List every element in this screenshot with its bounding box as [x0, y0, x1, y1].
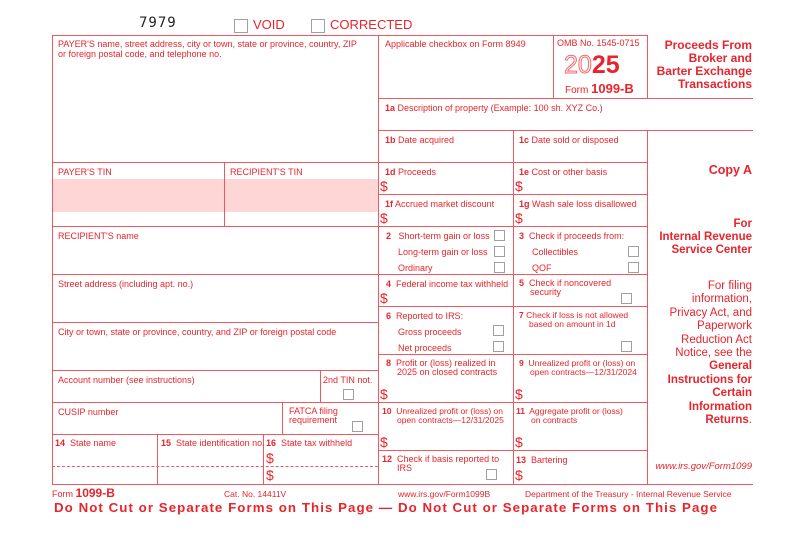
second-tin-label: 2nd TIN not.	[323, 375, 373, 385]
box6-label: 6 Reported to IRS:	[386, 311, 464, 321]
box12-label: 12 Check if basis reported to IRS	[382, 454, 500, 473]
footer-url-link[interactable]: www.irs.gov/Form1099B	[398, 489, 491, 499]
copy-a-label: Copy A	[708, 163, 752, 177]
tax-year: 2025	[564, 51, 620, 79]
box2-long-checkbox[interactable]	[494, 246, 505, 257]
box13-label: 13 Bartering	[516, 455, 568, 465]
box10-label: 10 Unrealized profit or (loss) on open contracts—12/31/2025	[382, 406, 504, 425]
corrected-checkbox[interactable]	[311, 19, 325, 33]
box10-dollar: $	[380, 434, 388, 450]
box16-dollar-2: $	[266, 467, 274, 483]
box1a-label: 1a Description of property (Example: 100 sh. XYZ Co.)	[385, 103, 603, 113]
box12-checkbox[interactable]	[486, 469, 497, 480]
box16-label: 16 State tax withheld	[266, 438, 353, 448]
box1e-dollar: $	[515, 178, 523, 194]
box4-dollar: $	[380, 290, 388, 306]
corrected-label: CORRECTED	[330, 17, 413, 32]
department-label: Department of the Treasury - Internal Revenue Service	[525, 489, 732, 499]
payer-name-label: PAYER'S name, street address, city or town, state or province, country, ZIP or foreign postal code, and telephone no.	[58, 39, 357, 59]
box1d-dollar: $	[380, 178, 388, 194]
payer-tin-label: PAYER'S TIN	[58, 167, 112, 177]
box15-label: 15 State identification no.	[161, 438, 265, 448]
filing-info-notice: For filing information, Privacy Act, and Paperwork Reduction Act Notice, see the General Instructions for Certain Information Returns.	[667, 280, 752, 427]
box4-label: 4 Federal income tax withheld	[386, 279, 509, 289]
street-address-label: Street address (including apt. no.)	[58, 279, 194, 289]
applicable-checkbox-label: Applicable checkbox on Form 8949	[385, 39, 526, 49]
box2-ordinary-checkbox[interactable]	[494, 262, 505, 273]
box6-net-label: Net proceeds	[398, 343, 452, 353]
box1g-dollar: $	[515, 210, 523, 226]
box13-dollar: $	[515, 467, 523, 483]
recipient-name-label: RECIPIENT'S name	[58, 231, 139, 241]
box9-dollar: $	[515, 386, 523, 402]
box2-short-checkbox[interactable]	[494, 230, 505, 241]
box8-dollar: $	[380, 386, 388, 402]
box1f-dollar: $	[380, 210, 388, 226]
box9-label: 9 Unrealized profit or (loss) on open contracts—12/31/2024	[519, 358, 637, 377]
box11-label: 11 Aggregate profit or (loss) on contracts	[516, 406, 623, 425]
second-tin-checkbox[interactable]	[343, 389, 354, 400]
account-number-label: Account number (see instructions)	[58, 375, 195, 385]
box1b-label: 1b Date acquired	[385, 135, 455, 145]
box6-net-checkbox[interactable]	[493, 341, 504, 352]
cusip-label: CUSIP number	[58, 407, 119, 417]
box7-checkbox[interactable]	[621, 341, 632, 352]
box5-checkbox[interactable]	[621, 293, 632, 304]
box14-label: 14 State name	[55, 438, 117, 448]
void-checkbox[interactable]	[234, 19, 248, 33]
box1g-label: 1g Wash sale loss disallowed	[519, 199, 637, 209]
sidebar-url-link[interactable]: www.irs.gov/Form1099	[655, 461, 752, 472]
box1e-label: 1e Cost or other basis	[519, 167, 608, 177]
recipient-tin-field[interactable]	[225, 179, 378, 212]
box2-ordinary-label: Ordinary	[398, 263, 433, 273]
box11-dollar: $	[515, 434, 523, 450]
payer-tin-field[interactable]	[53, 179, 224, 212]
box1d-label: 1d Proceeds	[385, 167, 437, 177]
box6-gross-checkbox[interactable]	[493, 325, 504, 336]
cat-number: Cat. No. 14411V	[224, 489, 287, 499]
box16-dollar-1: $	[266, 450, 274, 466]
box3-collectibles-label: Collectibles	[532, 247, 579, 257]
do-not-cut-warning: Do Not Cut or Separate Forms on This Page — Do Not Cut or Separate Forms on This Page	[54, 500, 719, 515]
box2-long-label: Long-term gain or loss	[398, 247, 488, 257]
form-number-top: Form 1099-B	[565, 81, 634, 96]
box8-label: 8 Profit or (loss) realized in 2025 on closed contracts	[386, 358, 498, 377]
void-label: VOID	[253, 17, 285, 32]
box6-gross-label: Gross proceeds	[398, 327, 462, 337]
omb-number: OMB No. 1545-0715	[557, 38, 640, 48]
fatca-checkbox[interactable]	[352, 421, 363, 432]
box2-short-label: 2 Short-term gain or loss	[386, 231, 490, 241]
copy-for-label: For Internal Revenue Service Center	[659, 218, 752, 256]
box5-label: 5 Check if noncovered security	[519, 278, 612, 297]
form-id-number: 7979	[139, 15, 177, 31]
box3-label: 3 Check if proceeds from:	[519, 231, 625, 241]
footer-form-number: Form 1099-B	[52, 486, 115, 500]
box3-collectibles-checkbox[interactable]	[628, 246, 639, 257]
box1f-label: 1f Accrued market discount	[385, 199, 495, 209]
city-label: City or town, state or province, country, and ZIP or foreign postal code	[58, 327, 337, 337]
form-title: Proceeds From Broker and Barter Exchange Transactions	[656, 38, 752, 91]
recipient-tin-label: RECIPIENT'S TIN	[230, 167, 303, 177]
box3-qof-checkbox[interactable]	[628, 262, 639, 273]
box1c-label: 1c Date sold or disposed	[519, 135, 619, 145]
box3-qof-label: QOF	[532, 263, 552, 273]
box7-label: 7 Check if loss is not allowed based on amount in 1d	[519, 310, 629, 329]
fatca-label: FATCA filing requirement	[289, 406, 338, 425]
